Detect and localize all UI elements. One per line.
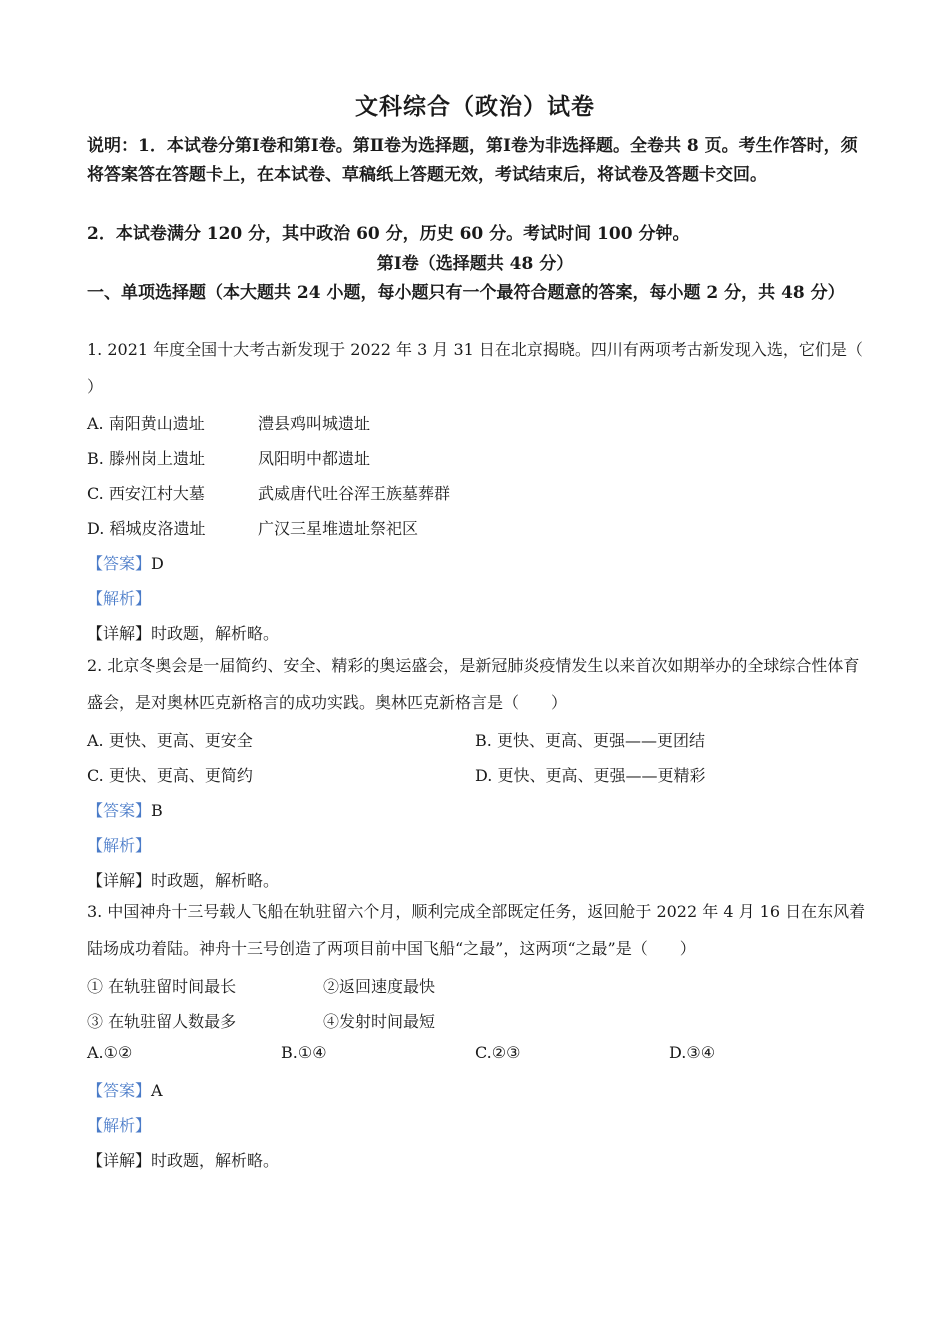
q2-detail: 【详解】时政题，解析略。: [87, 871, 280, 890]
q2-option-a[interactable]: A. 更快、更高、更安全: [87, 731, 253, 750]
q3-option-d[interactable]: D.③④: [669, 1043, 716, 1062]
q2-answer: 【答案】B: [87, 801, 163, 820]
question-2-stem: 2. 北京冬奥会是一届简约、安全、精彩的奥运盛会，是新冠肺炎疫情发生以来首次如期举办的全球综合性体育盛会，是对奥林匹克新格言的成功实践。奥林匹克新格言是（ ）: [87, 656, 860, 712]
q3-item-4: ④发射时间最短: [323, 1012, 436, 1031]
q3-detail: 【详解】时政题，解析略。: [87, 1151, 280, 1170]
part-title: 一、单项选择题（本大题共 24 小题，每小题只有一个最符合题意的答案，每小题 2 分，共 48 分）: [87, 283, 845, 303]
q3-option-a[interactable]: A.①②: [87, 1043, 133, 1062]
q2-analysis-label: 【解析】: [87, 836, 152, 855]
q3-item-1: ① 在轨驻留时间最长: [87, 977, 237, 996]
q3-option-c[interactable]: C.②③: [475, 1043, 521, 1062]
q1-analysis-label: 【解析】: [87, 589, 152, 608]
q1-option-c[interactable]: C. 西安江村大墓 武威唐代吐谷浑王族墓葬群: [87, 484, 451, 503]
instructions-1: 说明：1．本试卷分第Ⅰ卷和第Ⅰ卷。第Ⅱ卷为选择题，第Ⅰ卷为非选择题。全卷共 8 页。考生作答时，须将答案答在答题卡上，在本试卷、草稿纸上答题无效，考试结束后，将试卷及答题卡交回。: [87, 136, 858, 185]
q3-option-b[interactable]: B.①④: [281, 1043, 327, 1062]
q3-answer: 【答案】A: [87, 1081, 163, 1100]
q3-analysis-label: 【解析】: [87, 1116, 152, 1135]
q1-option-a[interactable]: A. 南阳黄山遗址 澧县鸡叫城遗址: [87, 414, 371, 433]
q1-answer: 【答案】D: [87, 554, 164, 573]
q2-option-c[interactable]: C. 更快、更高、更简约: [87, 766, 253, 785]
q2-option-b[interactable]: B. 更快、更高、更强——更团结: [475, 731, 705, 750]
q3-item-2: ②返回速度最快: [323, 977, 436, 996]
section-title: 第Ⅰ卷（选择题共 48 分）: [376, 254, 574, 274]
q1-option-d[interactable]: D. 稻城皮洛遗址 广汉三星堆遗址祭祀区: [87, 519, 419, 538]
q2-option-d[interactable]: D. 更快、更高、更强——更精彩: [475, 766, 706, 785]
instructions-2: 2．本试卷满分 120 分，其中政治 60 分，历史 60 分。考试时间 100 分钟。: [87, 224, 690, 244]
question-1-stem: 1. 2021 年度全国十大考古新发现于 2022 年 3 月 31 日在北京揭晓。四川有两项考古新发现入选，它们是（ ）: [87, 340, 863, 396]
question-3-stem: 3. 中国神舟十三号载人飞船在轨驻留六个月，顺利完成全部既定任务，返回舱于 2022 年 4 月 16 日在东风着陆场成功着陆。神舟十三号创造了两项目前中国飞船“之最”，这两项“之最”是（ ）: [87, 902, 866, 958]
q1-option-b[interactable]: B. 滕州岗上遗址 凤阳明中都遗址: [87, 449, 371, 468]
q1-detail: 【详解】时政题，解析略。: [87, 624, 280, 643]
page-title: 文科综合（政治）试卷: [355, 93, 595, 120]
q3-item-3: ③ 在轨驻留人数最多: [87, 1012, 237, 1031]
